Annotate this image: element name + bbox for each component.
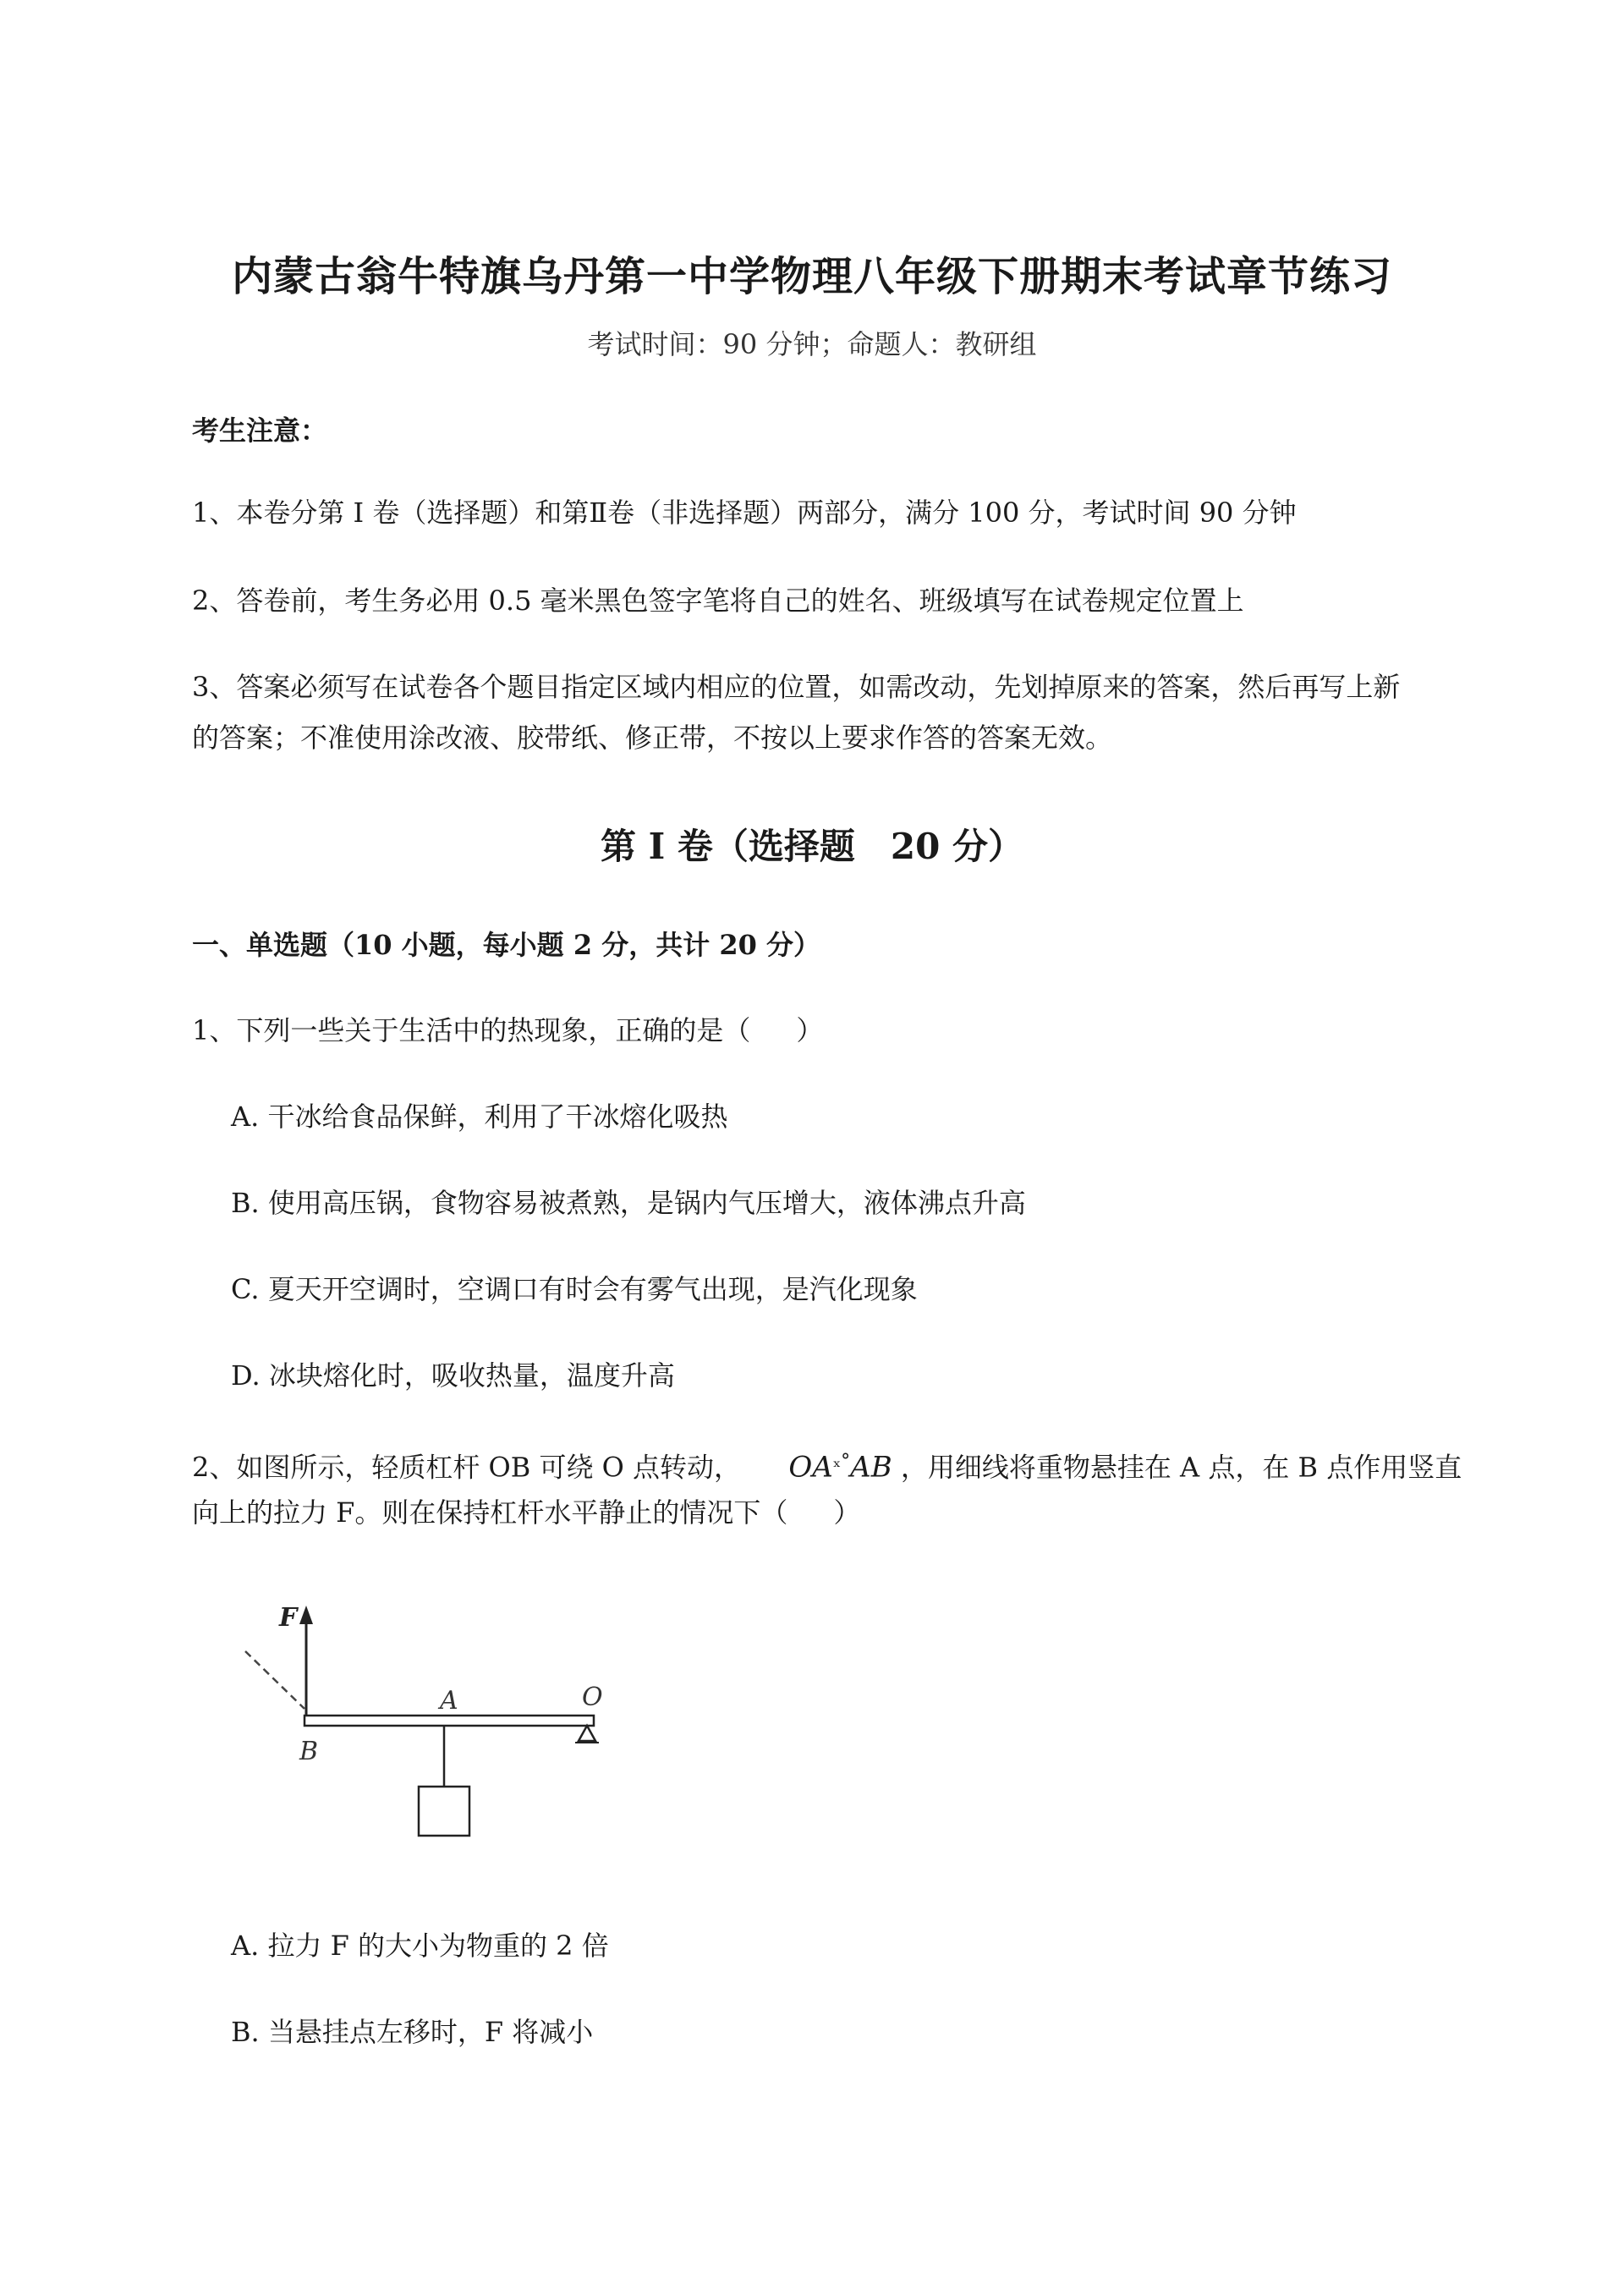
- weight-box: [419, 1787, 469, 1836]
- notice-item-3: 3、答案必须写在试卷各个题目指定区域内相应的位置，如需改动，先划掉原来的答案，然后再写上新: [192, 671, 1401, 703]
- force-arrow-head: [299, 1606, 313, 1624]
- notice-item-1: 1、本卷分第 I 卷（选择题）和第Ⅱ卷（非选择题）两部分，满分 100 分，考试时间 90 分钟: [192, 497, 1297, 529]
- question-1-stem: [192, 1005, 823, 1056]
- question-1-stem-text: 1、下列一些关于生活中的热现象，正确的是（: [192, 1014, 751, 1046]
- question-1-option-a: A. 干冰给食品保鲜，利用了干冰熔化吸热: [231, 1101, 728, 1133]
- notice-item-3-cont: 的答案；不准使用涂改液、胶带纸、修正带，不按以上要求作答的答案无效。: [192, 722, 1113, 754]
- question-1-option-b: B. 使用高压锅，食物容易被煮熟，是锅内气压增大，液体沸点升高: [231, 1187, 1026, 1219]
- question-2-stem-line2-end: ）: [833, 1496, 861, 1529]
- notice-heading: 考生注意：: [192, 415, 328, 447]
- pivot-icon: [579, 1726, 595, 1741]
- part-heading: 一、单选题（10 小题，每小题 2 分，共计 20 分）: [192, 929, 821, 961]
- page-title: 内蒙古翁牛特旗乌丹第一中学物理八年级下册期末考试章节练习: [231, 253, 1392, 300]
- question-1-stem-end: ）: [796, 1014, 824, 1046]
- question-2-option-a: A. 拉力 F 的大小为物重的 2 倍: [231, 1930, 609, 1962]
- question-2-stem-part2: ，用细线将重物悬挂在 A 点，在 B 点作用竖直: [900, 1451, 1462, 1484]
- question-1-option-c: C. 夏天开空调时，空调口有时会有雾气出现，是汽化现象: [231, 1273, 918, 1305]
- question-2-math-symbol: ₓ°: [832, 1451, 851, 1472]
- notice-item-2: 2、答卷前，考生务必用 0.5 毫米黑色签字笔将自己的姓名、班级填写在试卷规定位置上: [192, 585, 1244, 617]
- point-a-label: A: [440, 1686, 458, 1716]
- dashed-force-line: [245, 1651, 304, 1709]
- question-2-stem-line2-text: 向上的拉力 F。则在保持杠杆水平静止的情况下（: [192, 1496, 788, 1529]
- exam-info: 考试时间：90 分钟；命题人：教研组: [587, 328, 1037, 360]
- question-2-stem-line2: [192, 1487, 860, 1538]
- force-label: F: [279, 1603, 298, 1633]
- question-2-stem: [192, 1436, 1462, 1493]
- question-2-option-b: B. 当悬挂点左移时，F 将减小: [231, 2016, 594, 2048]
- point-b-label: B: [299, 1737, 319, 1766]
- lever-diagram: [228, 1590, 617, 1861]
- point-o-label: O: [582, 1683, 603, 1712]
- question-2-math-oa: OA: [788, 1450, 833, 1485]
- lever-bar: [304, 1716, 594, 1726]
- question-1-option-d: D. 冰块熔化时，吸收热量，温度升高: [231, 1359, 675, 1392]
- question-2-stem-part1: 2、如图所示，轻质杠杆 OB 可绕 O 点转动，: [192, 1451, 742, 1484]
- section-title: 第 I 卷（选择题 20 分）: [601, 826, 1023, 867]
- question-2-math-ab: AB: [850, 1450, 892, 1485]
